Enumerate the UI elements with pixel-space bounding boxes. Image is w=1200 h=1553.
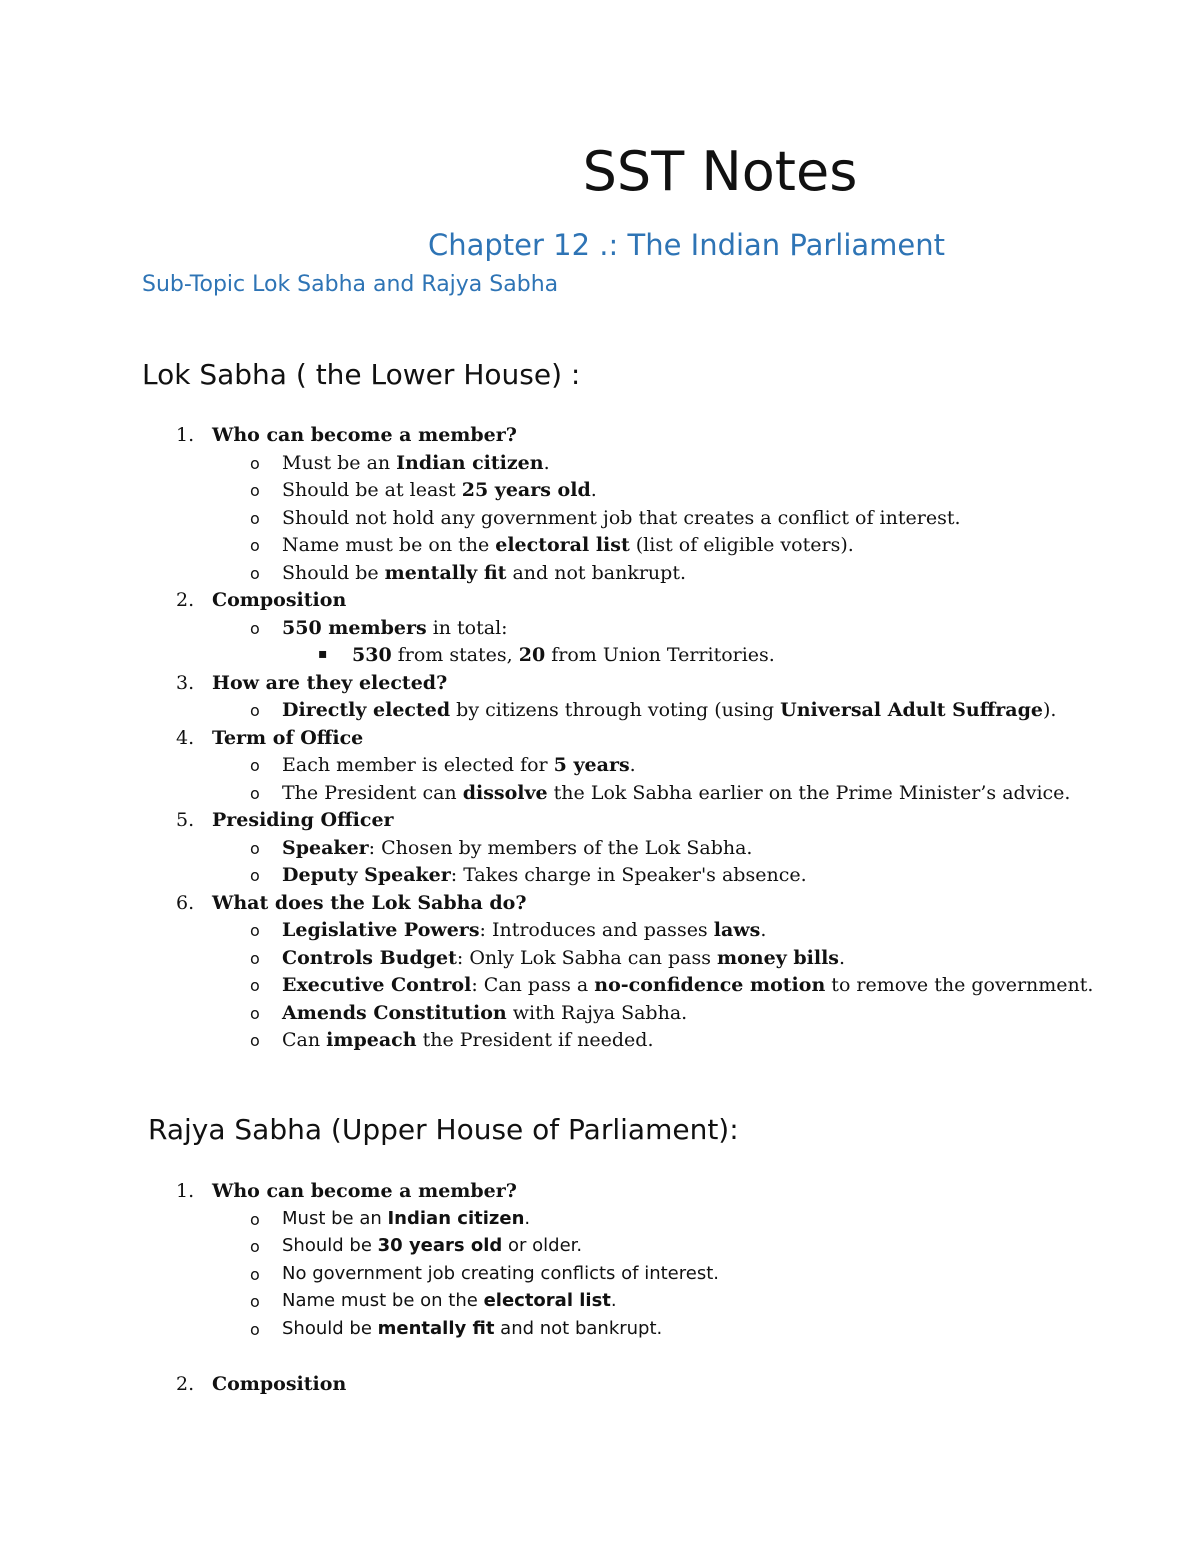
bullet-text: Speaker: Chosen by members of the Lok Sabha. [282,836,753,859]
page-title: SST Notes [582,140,858,203]
item-heading: Composition [212,589,347,611]
numbered-item [0,892,1200,920]
item-number: 1. [176,424,195,446]
bullet-point [0,947,1200,975]
circle-bullet-icon: o [250,783,260,803]
item-number: 2. [176,1373,195,1395]
item-heading: Who can become a member? [212,424,517,446]
rajya-sabha-heading: Rajya Sabha (Upper House of Parliament): [148,1113,739,1146]
rajya-sabha-list [0,1180,1200,1401]
bullet-text: Legislative Powers: Introduces and passes laws. [282,919,767,941]
bullet-point [0,974,1200,1002]
bold-term: mentally fit [377,1317,495,1339]
bold-term: 30 years old [377,1235,503,1256]
bold-term: Universal Adult Suffrage [780,699,1043,721]
circle-bullet-icon: o [250,948,260,968]
subtopic-heading: Sub-Topic Lok Sabha and Rajya Sabha [142,272,559,297]
bullet-text: Should be mentally fit and not bankrupt. [282,561,686,584]
circle-bullet-icon: o [250,508,260,528]
bullet-text: Directly elected by citizens through voting (using Universal Adult Suffrage). [282,699,1057,721]
item-number: 5. [176,809,195,831]
bullet-text: Name must be on the electoral list (list of eligible voters). [282,534,854,556]
bold-term: Executive Control [282,974,472,996]
bullet-text: Should not hold any government job that creates a conflict of interest. [282,506,961,529]
bullet-point [0,562,1200,590]
bullet-text: Must be an Indian citizen. [282,1207,531,1229]
bullet-point [0,617,1200,645]
numbered-item [0,424,1200,452]
circle-bullet-icon: o [250,921,260,940]
bold-term: 530 [352,644,392,666]
numbered-item [0,1373,1200,1401]
bullet-point [0,754,1200,782]
lok-sabha-heading: Lok Sabha ( the Lower House) : [142,358,581,391]
circle-bullet-icon: o [250,976,260,995]
circle-bullet-icon: o [250,701,260,720]
bullet-point [0,1208,1200,1236]
bold-term: 5 years [553,754,630,776]
bold-term: Directly elected [282,699,451,721]
bullet-text: Name must be on the electoral list. [282,1290,617,1311]
bold-term: Amends Constitution [282,1001,507,1024]
bold-term: 25 years old [461,479,591,501]
bullet-text: Should be mentally fit and not bankrupt. [282,1317,663,1339]
sub-bullet-text: 530 from states, 20 from Union Territories. [352,644,775,666]
bullet-point [0,452,1200,480]
item-number: 6. [176,891,195,914]
circle-bullet-icon: o [250,536,260,555]
circle-bullet-icon: o [250,838,260,858]
numbered-item [0,1180,1200,1208]
chapter-heading: Chapter 12 .: The Indian Parliament [428,228,946,262]
bullet-text: No government job creating conflicts of interest. [282,1262,719,1284]
bullet-text: Should be at least 25 years old. [282,479,597,501]
circle-bullet-icon: o [250,618,260,638]
item-heading: What does the Lok Sabha do? [212,891,527,914]
circle-bullet-icon: o [250,866,260,885]
bold-term: dissolve [462,781,548,804]
numbered-item [0,809,1200,837]
bold-term: Indian citizen [387,1207,525,1229]
bold-term: Speaker [282,836,369,859]
bold-term: laws [713,919,761,941]
circle-bullet-icon: o [250,1264,260,1284]
bullet-text: Controls Budget: Only Lok Sabha can pass money bills. [282,946,846,969]
square-bullet-icon: ▪ [318,646,328,662]
item-number: 1. [176,1180,195,1202]
circle-bullet-icon: o [250,1031,260,1050]
bullet-point [0,782,1200,810]
circle-bullet-icon: o [250,1292,260,1311]
item-heading: How are they elected? [212,671,448,694]
bullet-text: Can impeach the President if needed. [282,1029,654,1051]
bullet-text: Each member is elected for 5 years. [282,754,636,776]
circle-bullet-icon: o [250,1319,260,1339]
bullet-point [0,534,1200,562]
bullet-point [0,479,1200,507]
circle-bullet-icon: o [250,1209,260,1229]
item-number: 3. [176,671,195,694]
item-heading: Composition [212,1373,347,1395]
bullet-point [0,1235,1200,1263]
bold-term: 20 [518,644,546,666]
circle-bullet-icon: o [250,1003,260,1023]
bullet-point [0,1029,1200,1057]
bullet-point [0,864,1200,892]
bold-term: impeach [326,1029,417,1051]
bold-term: Deputy Speaker [282,864,451,886]
bold-term: Indian citizen [396,451,544,474]
bullet-point [0,699,1200,727]
circle-bullet-icon: o [250,1237,260,1256]
bullet-point [0,919,1200,947]
bullet-text: Must be an Indian citizen. [282,451,550,474]
bullet-point [0,1002,1200,1030]
circle-bullet-icon: o [250,756,260,775]
numbered-item [0,672,1200,700]
bold-term: electoral list [495,534,630,556]
bullet-text: Deputy Speaker: Takes charge in Speaker's absence. [282,864,807,886]
bold-term: mentally fit [384,561,507,584]
bold-term: 550 members [282,616,427,639]
bullet-point [0,1290,1200,1318]
bullet-text: Should be 30 years old or older. [282,1235,583,1256]
lok-sabha-list [0,424,1200,1057]
bold-term: Controls Budget [282,946,457,969]
bold-term: Legislative Powers [282,919,480,941]
bold-term: money bills [717,946,839,969]
bullet-text: 550 members in total: [282,616,508,639]
bold-term: electoral list [483,1290,611,1311]
bullet-point [0,1263,1200,1291]
bold-term: no-confidence motion [594,974,826,996]
bullet-text: Executive Control: Can pass a no-confidence motion to remove the government. [282,974,1094,996]
sub-bullet-point [0,644,1200,672]
bullet-point [0,1318,1200,1346]
item-heading: Who can become a member? [212,1180,517,1202]
bullet-point [0,837,1200,865]
item-heading: Term of Office [212,726,364,749]
bullet-text: The President can dissolve the Lok Sabha earlier on the Prime Minister’s advice. [282,781,1071,804]
item-number: 2. [176,589,195,611]
circle-bullet-icon: o [250,453,260,473]
bullet-point [0,507,1200,535]
numbered-item [0,727,1200,755]
circle-bullet-icon: o [250,481,260,500]
circle-bullet-icon: o [250,563,260,583]
item-number: 4. [176,726,195,749]
bullet-text: Amends Constitution with Rajya Sabha. [282,1001,688,1024]
numbered-item [0,589,1200,617]
item-heading: Presiding Officer [212,809,394,831]
